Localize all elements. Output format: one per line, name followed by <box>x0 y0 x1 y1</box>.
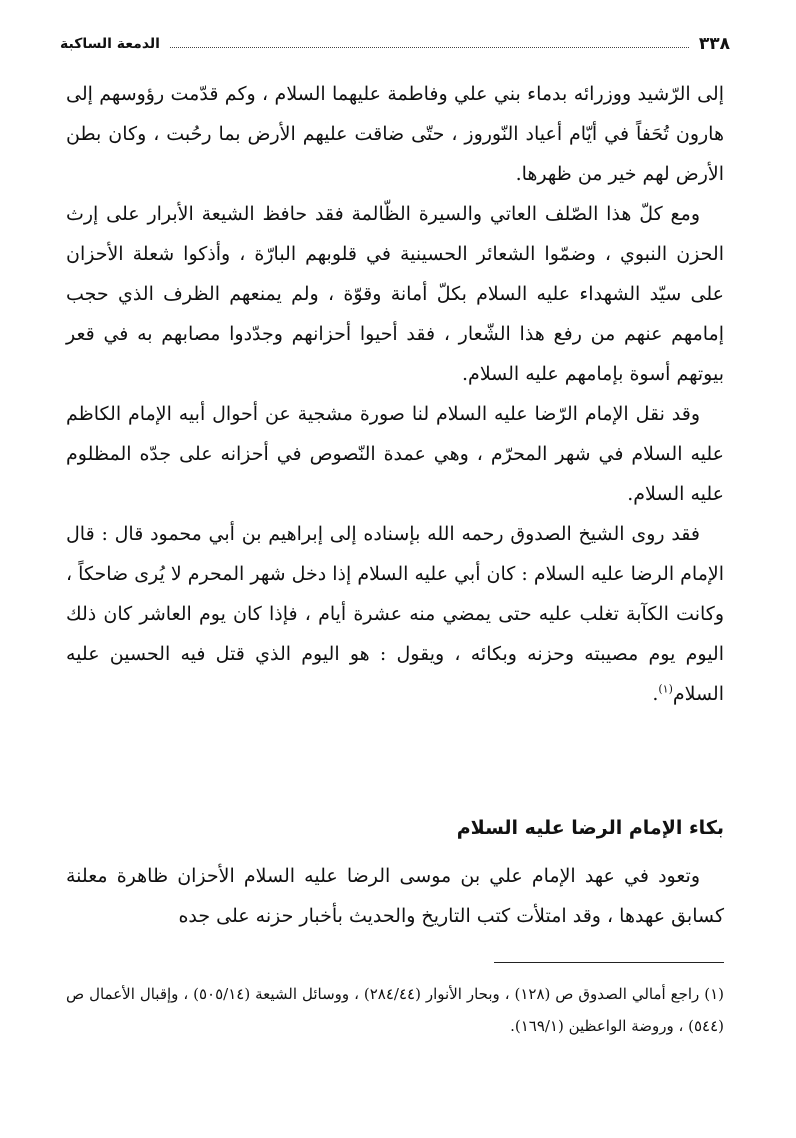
footnote-1: (١) راجع أمالي الصدوق ص (١٢٨) ، وبحار الأنوار (٢٨٤/٤٤) ، ووسائل الشيعة (٥٠٥/١٤) ، وإقبال الأعمال ص (٥٤٤) ، وروضة الواعظين (١٦٩/١). <box>66 985 724 1035</box>
footnote-reference: (١) <box>658 682 673 696</box>
page-number: ٣٣٨ <box>698 34 730 54</box>
main-text <box>66 74 724 714</box>
page-header <box>60 30 730 58</box>
footnotes <box>66 978 724 1042</box>
header-dotted-rule <box>170 47 689 48</box>
paragraph-4 <box>66 514 724 714</box>
paragraph-4-end: . <box>652 683 659 705</box>
paragraph-2: ومع كلّ هذا الصّلف العاتي والسيرة الظّالمة فقد حافظ الشيعة الأبرار على إرث الحزن النبوي ، وضمّوا الشعائر الحسينية في قلوبهم البارّة ، وأذكوا شعلة الأحزان على سيّد الشهداء عليه السلام بكلّ أمانة وقوّة ، ولم يمنعهم الظرف الذي حجب إمامهم عنهم من رفع هذا الشّعار ، فقد أحيوا أحزانهم وجدّدوا مصابهم به في قعر بيوتهم أسوة بإمامهم عليه السلام. <box>66 203 724 385</box>
footnote-separator <box>494 962 724 963</box>
paragraph-1: إلى الرّشيد ووزرائه بدماء بني علي وفاطمة عليهما السلام ، وكم قدّمت رؤوسهم إلى هارون تُحَفاً في أيّام أعياد النّوروز ، حتّى ضاقت عليهم الأرض بما رحُبت ، وكان بطن الأرض لهم خير من ظهرها. <box>66 83 724 185</box>
running-book-title: الدمعة الساكبة <box>60 36 160 52</box>
paragraph-4-text: فقد روى الشيخ الصدوق رحمه الله بإسناده إلى إبراهيم بن أبي محمود قال : قال الإمام الرضا عليه السلام : كان أبي عليه السلام إذا دخل شهر المحرم لا يُرى ضاحكاً ، وكانت الكآبة تغلب عليه حتى يمضي منه عشرة أيام ، فإذا كان يوم العاشر كان ذلك اليوم يوم مصيبته وحزنه وبكائه ، ويقول : هو اليوم الذي قتل فيه الحسين عليه السلام <box>66 523 724 705</box>
section-text <box>66 856 724 936</box>
paragraph-3: وقد نقل الإمام الرّضا عليه السلام لنا صورة مشجية عن أحوال أبيه الإمام الكاظم عليه السلام في شهر المحرّم ، وهي عمدة النّصوص في أحزانه على جدّه المظلوم عليه السلام. <box>66 403 724 505</box>
section-paragraph-1: وتعود في عهد الإمام علي بن موسى الرضا عليه السلام الأحزان ظاهرة معلنة كسابق عهدها ، وقد امتلأت كتب التاريخ والحديث بأخبار حزنه على جده <box>66 865 724 927</box>
section-heading: بكاء الإمام الرضا عليه السلام <box>456 817 724 839</box>
